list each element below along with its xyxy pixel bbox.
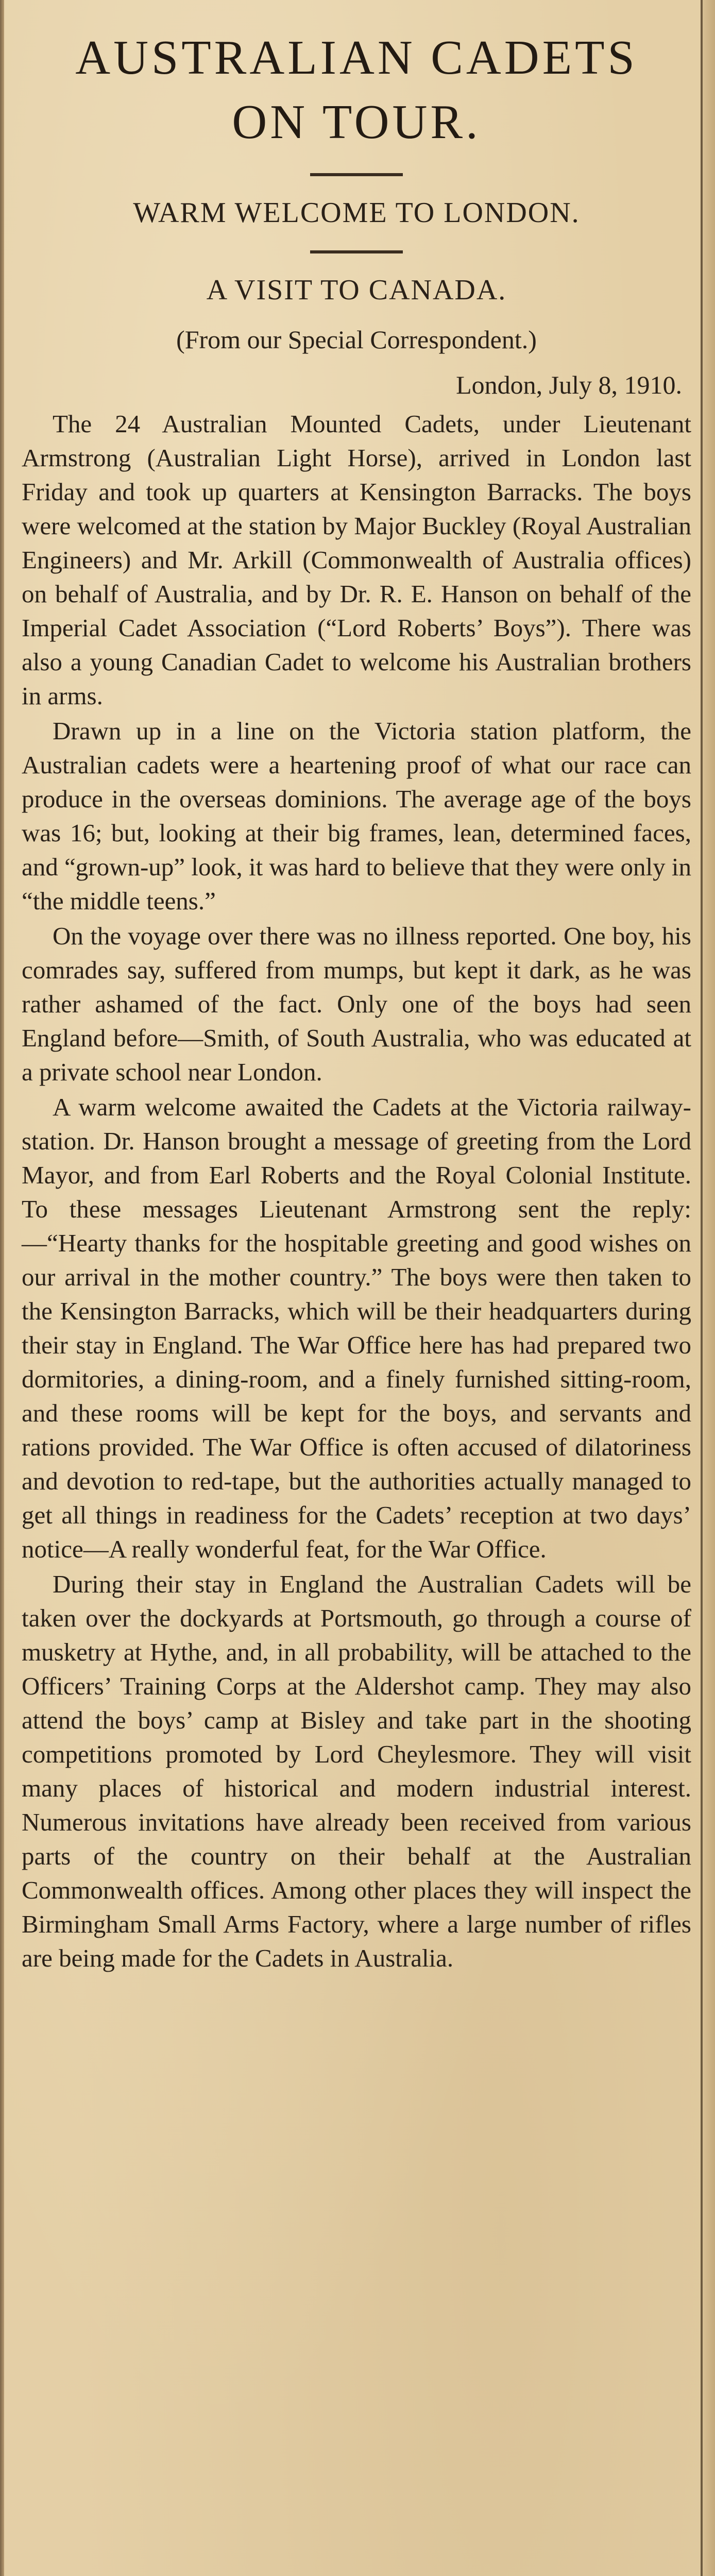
paragraph: The 24 Australian Mounted Cadets, under Lieutenant Armstrong (Australian Light Horse), arrived in London last Friday and took up quarters at Kensington Barracks. The boys were welcomed at the station by Major Buckley (Royal Australian Engineers) and Mr. Arkill (Commonwealth of Australia offices) on behalf of Australia, and by Dr. R. E. Hanson on behalf of the Imperial Cadet Association (“Lord Roberts’ Boys”). There was also a young Canadian Cadet to welcome his Australian brothers in arms. [22,410,691,710]
subheading-london: WARM WELCOME TO LONDON. [133,197,580,229]
article-column [22,26,691,1975]
separator-rule [310,173,403,176]
article-headline [22,26,691,155]
paragraph: Drawn up in a line on the Victoria station platform, the Australian cadets were a heartening proof of what our race can produce in the overseas dominions. The average age of the boys was 16; but, looking at their big frames, lean, determined faces, and “grown-up” look, it was hard to believe that they were only in “the middle teens.” [22,717,691,915]
article-body [22,407,691,1975]
paragraph: A warm welcome awaited the Cadets at the Victoria railway-station. Dr. Hanson brought a message of greeting from the Lord Mayor, and from Earl Roberts and the Royal Colonial Institute. To these messages Lieutenant Armstrong sent the reply: —“Hearty thanks for the hospitable greeting and good wishes on our arrival in the mother country.” The boys were then taken to the Kensington Barracks, which will be their headquarters during their stay in England. The War Office here has had prepared two dormitories, a dining-room, and a finely furnished sitting-room, and these rooms will be kept for the boys, and servants and rations provided. The War Office is often accused of dilatoriness and devotion to red-tape, but the authorities actually managed to get all things in readiness for the Cadets’ reception at two days’ notice—A really wonderful feat, for the War Office. [22,1093,691,1563]
paragraph: On the voyage over there was no illness reported. One boy, his comrades say, suffered from mumps, but kept it dark, as he was rather ashamed of the fact. Only one of the boys had seen England before—Smith, of South Australia, who was educated at a private school near London. [22,922,691,1086]
headline-line-1: AUSTRALIAN CADETS [75,31,638,84]
headline-line-2: ON TOUR. [232,95,481,149]
subheading-canada: A VISIT TO CANADA. [206,274,507,306]
correspondent-credit: (From our Special Correspondent.) [176,325,537,354]
paragraph: During their stay in England the Australian Cadets will be taken over the dockyards at Portsmouth, go through a course of musketry at Hythe, and, in all probability, will be attached to the Officers’ Training Corps at the Aldershot camp. They may also attend the boys’ camp at Bisley and take part in the shooting competitions promoted by Lord Cheylesmore. They will visit many places of historical and modern industrial interest. Numerous invitations have already been received from various parts of the country on their behalf at the Australian Commonwealth offices. Among other places they will inspect the Birmingham Small Arms Factory, where a large number of rifles are being made for the Cadets in Australia. [22,1570,691,1972]
page-edge [701,0,715,2576]
separator-rule [310,250,403,253]
column-rule [0,0,4,2576]
dateline: London, July 8, 1910. [456,370,682,399]
